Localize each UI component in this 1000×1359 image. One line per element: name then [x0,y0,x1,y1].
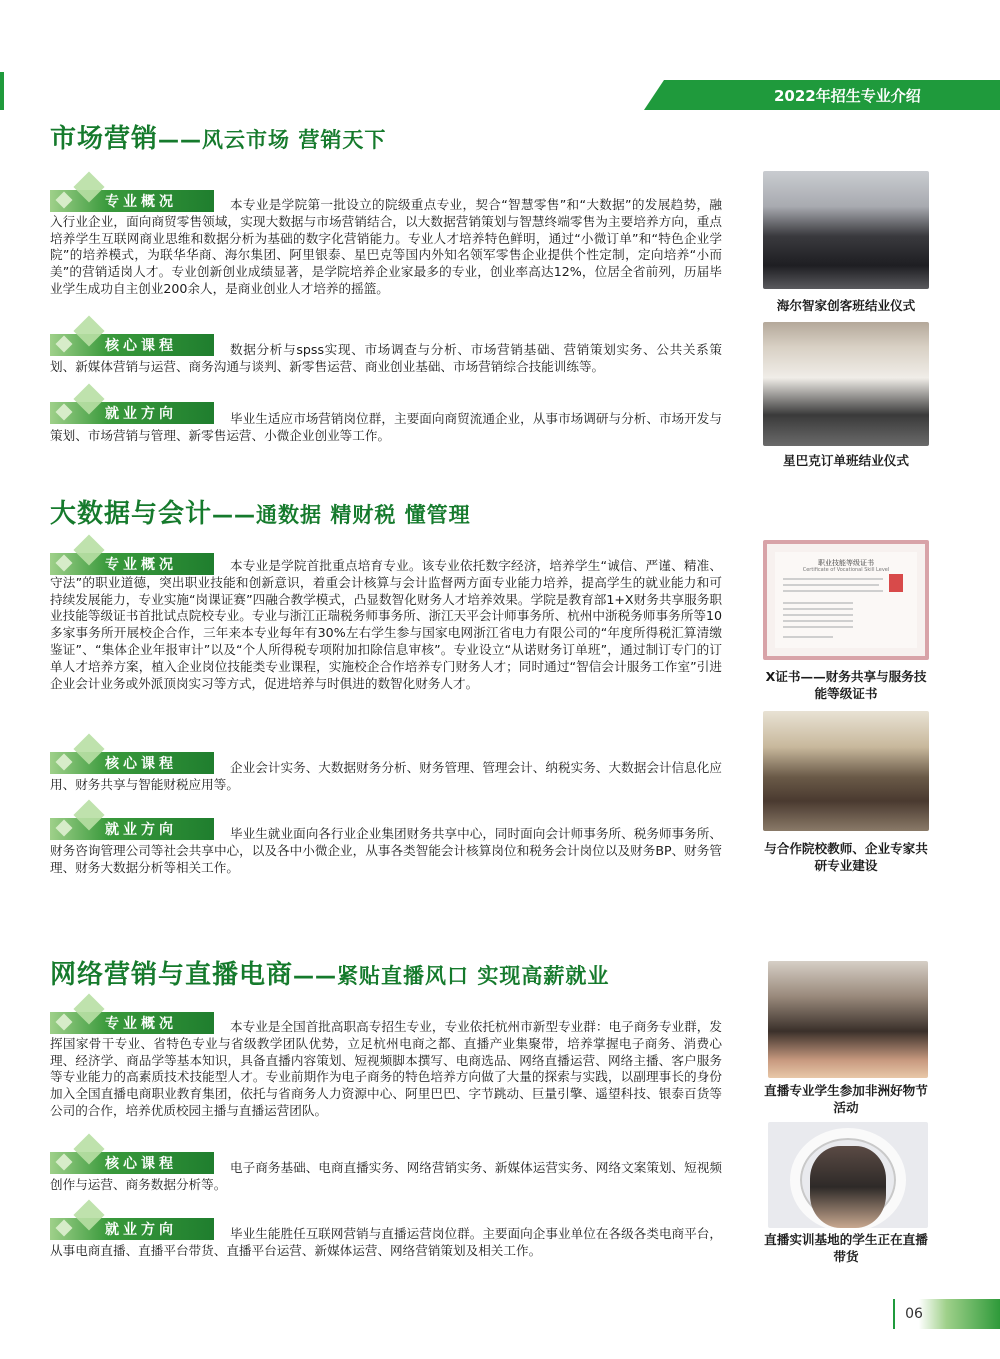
jobs-text: 毕业生能胜任互联网营销与直播运营岗位群。主要面向企事业单位在各级各类电商平台，从事电商直播、直播平台带货、直播平台运营、新媒体运营、网络营销策划及相关工作。 [50,1226,722,1258]
tag-label: 专业概况 [105,557,177,573]
left-edge-marker [0,72,4,110]
section-title-main: 网络营销与直播电商 [50,960,294,990]
certificate-line [783,636,833,638]
tag-label: 核心课程 [105,338,177,354]
section-title-accounting [50,493,471,530]
certificate-line [783,614,853,616]
tag-label: 就业方向 [105,1222,177,1238]
certificate-portrait [889,574,903,592]
courses-text: 数据分析与spss实现、市场调查与分析、市场营销基础、营销策划实务、公共关系策划、新媒体营销与运营、商务沟通与谈判、新零售运营、商业创业基础、市场营销综合技能训练等。 [50,342,722,374]
caption: 星巴克订单班结业仪式 [783,453,909,468]
caption: 与合作院校教师、企业专家共研专业建设 [764,841,928,873]
caption: 直播专业学生参加非洲好物节活动 [764,1083,928,1115]
section-title-marketing [50,118,386,155]
section-title-main: 大数据与会计 [50,499,213,529]
certificate-line [783,584,879,586]
caption: X证书——财务共享与服务技能等级证书 [765,669,927,701]
section-title-live-ecommerce [50,954,609,991]
certificate-line [783,608,853,610]
tag-label: 就业方向 [105,822,177,838]
certificate-title: 职业技能等级证书 [818,559,874,567]
photo-certificate [763,540,929,660]
certificate-line [783,590,883,592]
section-title-main: 市场营销 [50,124,159,154]
header-banner: 2022年招生专业介绍 [664,80,1000,110]
courses-text: 电子商务基础、电商直播实务、网络营销实务、新媒体运营实务、网络文案策划、短视频创作与运营、商务数据分析等。 [50,1160,722,1192]
photo-meeting [763,711,929,831]
certificate-subtitle: Certificate of Vocational Skill Level [802,567,890,573]
tag-label: 专业概况 [105,194,177,210]
photo-starbucks-ceremony [763,322,929,446]
certificate-body [775,552,917,648]
photo-haier-ceremony [763,171,929,289]
tag-label: 就业方向 [105,406,177,422]
certificate-line [783,620,853,622]
jobs-text: 毕业生适应市场营销岗位群，主要面向商贸流通企业，从事市场调研与分析、市场开发与策划、市场营销与管理、新零售运营、小微企业创业等工作。 [50,411,722,443]
photo-live-streaming [768,1122,928,1228]
overview-text: 本专业是学院第一批设立的院级重点专业，契合“智慧零售”和“大数据”的发展趋势，融入行业企业，面向商贸零售领域，实现大数据与市场营销结合，以大数据营销策划与智慧终端零售为主要培养方向，重点培养学生互联网商业思维和数据分析为基础的数字化营销能力。专业人才培养特色鲜明，通过“小微订单”和“特色企业学院”的培养模式，为联华华商、海尔集团、阿里银泰、星巴克等国内外知名领军零售企业提供个性定制，定向培养“小而美”的营销适岗人才。专业创新创业成绩显著，是学院培养企业家最多的专业，创业率高达12%，位居全省前列，历届毕业学生成功自主创业200余人，是商业创业人才培养的摇篮。 [50,197,722,296]
section-title-sub: ——紧贴直播风口 实现高薪就业 [293,964,610,988]
photo-africa-festival [768,961,928,1078]
overview-text: 本专业是全国首批高职高专招生专业，专业依托杭州市新型专业群：电子商务专业群，发挥国家骨干专业、省特色专业与省级教学团队优势，立足杭州电商之都、直播产业集聚带，培养掌握电子商务、消费心理、经济学、商品学等基本知识，具备直播内容策划、短视频脚本撰写、电商选品、网络直播运营、网络主播、客户服务等专业能力的高素质技术技能型人才。专业前期作为电子商务的特色培养方向做了大量的探索与实践，以副理事长的身份加入全国直播电商职业教育集团，依托与省商务人力资源中心、阿里巴巴、字节跳动、巨量引擎、遥望科技、银泰百货等公司的合作，培养优质校园主播与直播运营团队。 [50,1019,722,1118]
courses-text: 企业会计实务、大数据财务分析、财务管理、管理会计、纳税实务、大数据会计信息化应用、财务共享与智能财税应用等。 [50,760,722,792]
tag-label: 专业概况 [105,1016,177,1032]
caption: 海尔智家创客班结业仪式 [776,298,916,313]
diamond-decoration-icon [73,383,104,414]
certificate-line [783,626,853,628]
certificate-line [783,602,853,604]
tag-label: 核心课程 [105,756,177,772]
section-title-sub: ——风云市场 营销天下 [158,128,387,152]
overview-text: 本专业是学院首批重点培育专业。该专业依托数字经济，培养学生“诚信、严谨、精准、守法”的职业道德，突出职业技能和创新意识，着重会计核算与会计监督两方面专业能力培养，提高学生的就业能力和可持续发展能力，专业实施“岗课证赛”四融合教学模式，凸显数智化财务人才培养效果。学院是教育部1+X财务共享服务职业技能等级证书首批试点院校专业。专业与浙江正瑞税务师事务所、浙江天平会计师事务所、杭州中浙税务师事务所等10多家事务所开展校企合作，三年来本专业每年有30%左右学生参与国家电网浙江省电力有限公司的“年度所得税汇算清缴鉴证”、“集体企业年报审计”以及“个人所得税专项附加扣除信息审核”。专业设立“从诺财务订单班”，通过制订专门的订单人才培养方案，植入企业岗位技能类专业课程，实施校企合作培养专门财务人才；同时通过“智信会计服务工作室”引进企业会计业务或外派顶岗实习等方式，促进培养与时俱进的数智化财务人才。 [50,558,722,691]
streamers-figure [810,1146,886,1228]
tag-label: 核心课程 [105,1156,177,1172]
caption: 直播实训基地的学生正在直播带货 [764,1232,928,1264]
certificate-line [783,578,883,580]
jobs-text: 毕业生就业面向各行业企业集团财务共享中心，同时面向会计师事务所、税务师事务所、财务咨询管理公司等社会共享中心，以及各中小微企业，从事各类智能会计核算岗位和税务会计岗位以及财务BP、财务管理、财务大数据分析等相关工作。 [50,826,722,875]
page-number: 06 [893,1299,933,1329]
section-title-sub: ——通数据 精财税 懂管理 [212,503,471,527]
